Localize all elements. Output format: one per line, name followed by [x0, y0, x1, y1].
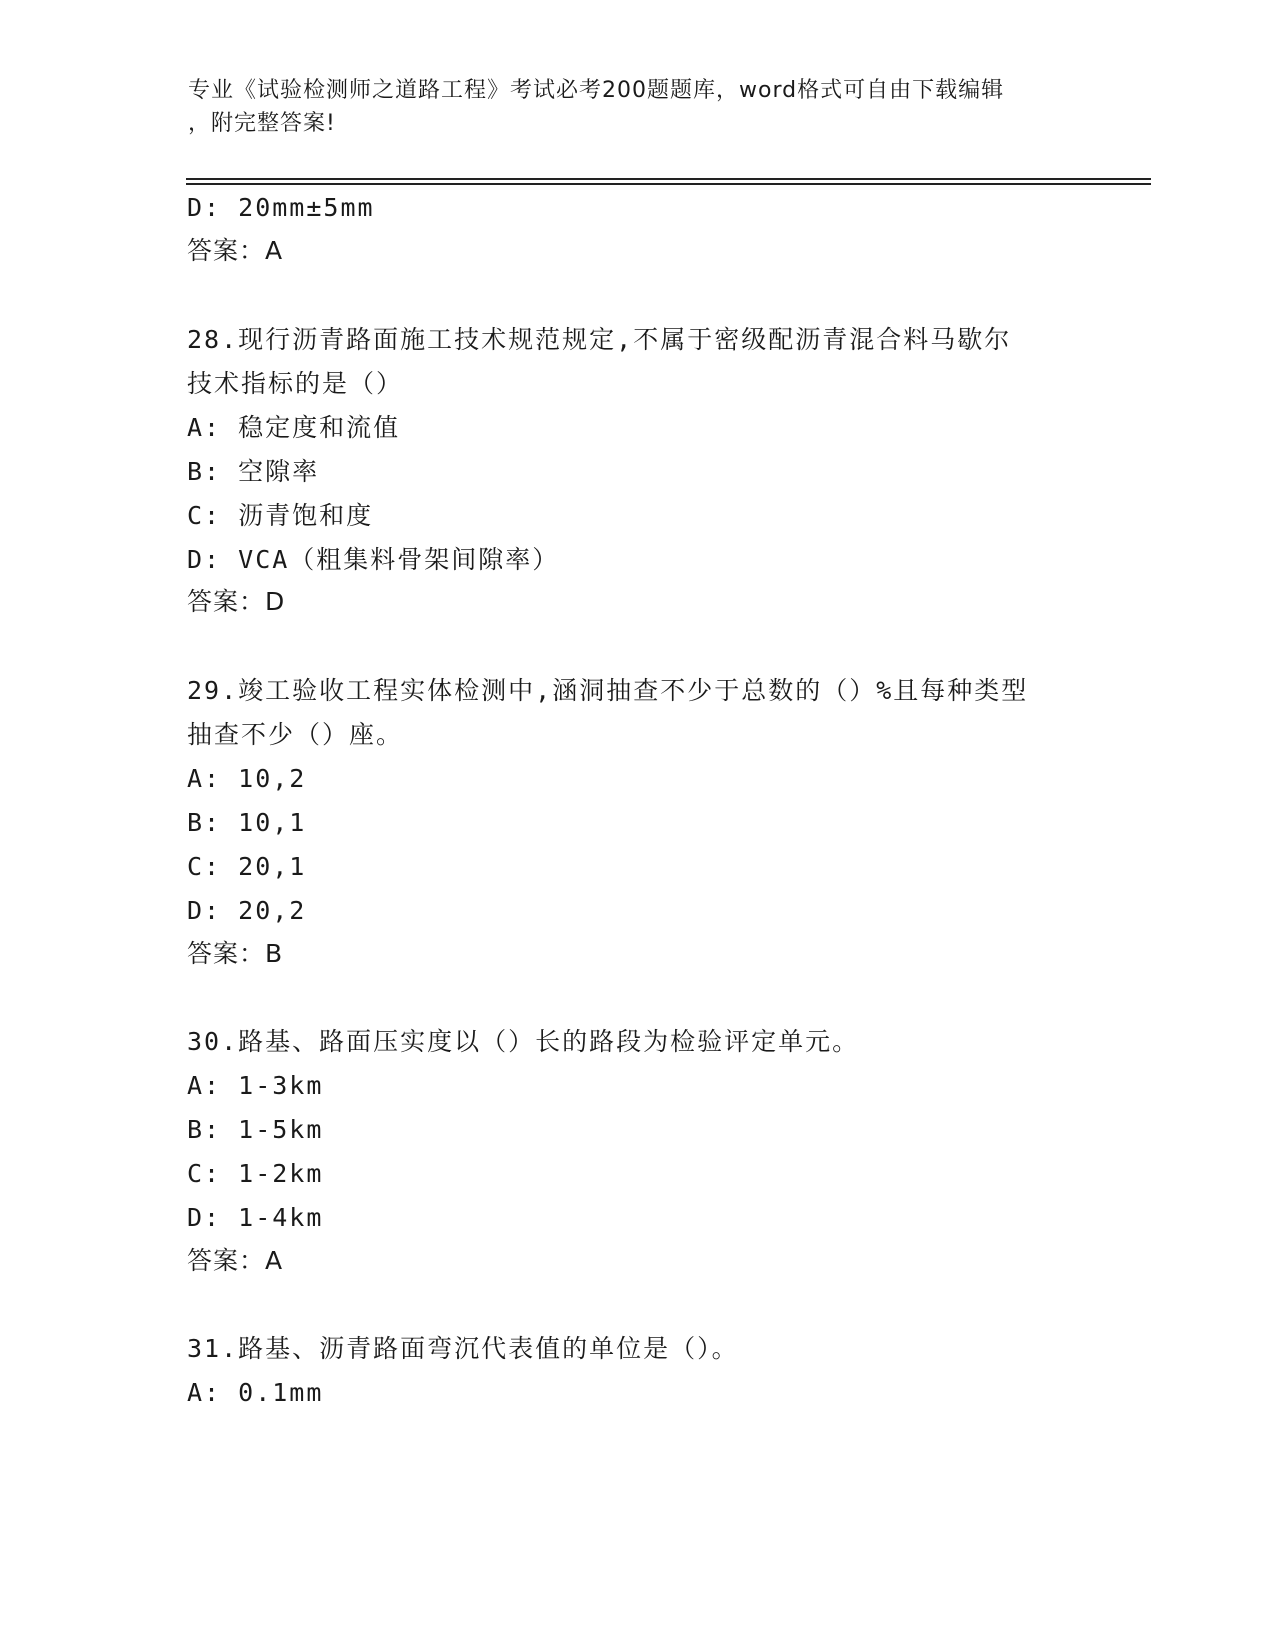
- q31-stem-line-1: 31.路基、沥青路面弯沉代表值的单位是（）。: [187, 1334, 739, 1363]
- q29-option-d: D: 20,2: [187, 896, 307, 925]
- q28-option-d: D: VCA（粗集料骨架间隙率）: [187, 545, 560, 574]
- q30-option-a: A: 1-3km: [187, 1071, 324, 1100]
- header-divider-top: [186, 178, 1151, 180]
- q28-stem-line-1: 28.现行沥青路面施工技术规范规定,不属于密级配沥青混合料马歇尔: [187, 325, 1012, 354]
- q29-option-b: B: 10,1: [187, 808, 307, 837]
- q29-option-a: A: 10,2: [187, 764, 307, 793]
- q30-option-b: B: 1-5km: [187, 1115, 324, 1144]
- document-header: [188, 74, 1088, 140]
- q29-stem-line-2: 抽查不少（）座。: [187, 720, 404, 749]
- q29-option-c: C: 20,1: [187, 852, 307, 881]
- header-line-2: ，附完整答案!: [188, 111, 336, 136]
- q29-stem-line-1: 29.竣工验收工程实体检测中,涵洞抽查不少于总数的（）%且每种类型: [187, 676, 1029, 705]
- q28-option-c: C: 沥青饱和度: [187, 501, 374, 530]
- q28-option-b: B: 空隙率: [187, 457, 320, 486]
- header-divider-bottom: [186, 183, 1151, 185]
- q28-option-a: A: 稳定度和流值: [187, 413, 401, 442]
- q30-answer: 答案：A: [187, 1246, 284, 1275]
- q31-option-a: A: 0.1mm: [187, 1378, 324, 1407]
- q30-stem-line-1: 30.路基、路面压实度以（）长的路段为检验评定单元。: [187, 1027, 860, 1056]
- prev-option-d: D: 20mm±5mm: [187, 193, 375, 222]
- q28-answer: 答案：D: [187, 587, 286, 616]
- q29-answer: 答案：B: [187, 939, 284, 968]
- header-line-1: 专业《试验检测师之道路工程》考试必考200题题库，word格式可自由下载编辑: [188, 78, 1005, 103]
- prev-answer: 答案：A: [187, 236, 284, 265]
- q30-option-c: C: 1-2km: [187, 1159, 324, 1188]
- q28-stem-line-2: 技术指标的是（）: [187, 369, 404, 398]
- q30-option-d: D: 1-4km: [187, 1203, 324, 1232]
